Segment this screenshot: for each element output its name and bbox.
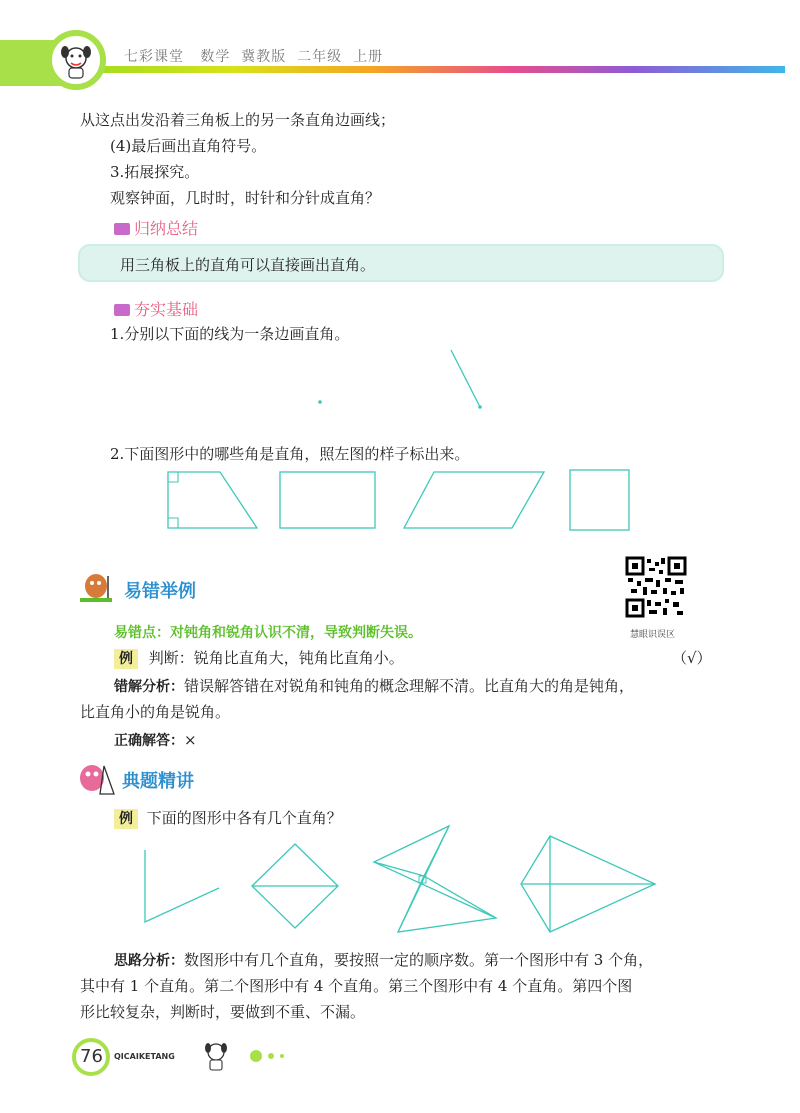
rectangle-shape (280, 472, 375, 528)
q1-slanted-line (451, 350, 480, 407)
header-edition: 冀教版 (241, 49, 287, 65)
header-subject: 数学 (200, 49, 231, 65)
parallelogram-shape (404, 472, 544, 528)
classic-example (114, 808, 342, 829)
correct-label: 正确解答： (114, 733, 184, 749)
summary-title: 归纳总结 (134, 219, 199, 238)
mistake-title: 易错举例 (124, 581, 196, 602)
mistake-example-text: 判断：锐角比直角大，钝角比直角小。 (148, 649, 404, 667)
right-angle-mark (168, 472, 178, 482)
q1-point (318, 400, 322, 404)
footer-mascot-icon (200, 1040, 236, 1074)
bowtie-cross-line (398, 826, 449, 932)
header-volume: 上册 (353, 49, 384, 65)
analysis-label: 错解分析： (114, 679, 184, 695)
mistake-point: 易错点：对钝角和锐角认识不清，导致判断失误。 (114, 625, 422, 641)
trapezoid-shape (168, 472, 257, 528)
basics-title: 夯实基础 (134, 300, 199, 319)
analysis-text: 数图形中有几个直角，要按照一定的顺序数。第一个图形中有 3 个角， (184, 951, 654, 969)
footer-brand: QICAIKETANG (114, 1052, 175, 1061)
bowtie-cross-line (374, 862, 496, 918)
footer-dot (268, 1053, 274, 1059)
mistake-analysis-line-1 (114, 676, 634, 697)
summary-text: 用三角板上的直角可以直接画出直角。 (120, 256, 376, 274)
square-shape (570, 470, 629, 530)
page-number: 76 (80, 1046, 103, 1067)
bowtie-lower-triangle (398, 876, 496, 932)
footer-dot (250, 1050, 262, 1062)
qr-code[interactable] (625, 556, 687, 618)
classic-title: 典题精讲 (122, 771, 194, 792)
analysis-text: 错误解答错在对锐角和钝角的概念理解不清。比直角大的角是钝角， (184, 677, 635, 695)
basics-question-2: 2.下面图形中的哪些角是直角，照左图的样子标出来。 (110, 445, 470, 463)
classic-analysis-line-3: 形比较复杂，判断时，要做到不重、不漏。 (80, 1003, 366, 1021)
basics-question-1: 1.分别以下面的线为一条边画直角。 (110, 325, 350, 343)
mistake-example-answer: （√） (672, 649, 712, 667)
q1-endpoint (478, 405, 482, 409)
qr-label: 慧眼识误区 (630, 630, 676, 640)
mascot-easy-mistake-icon (76, 570, 116, 606)
intro-line-2: (4)最后画出直角符号。 (110, 137, 267, 155)
right-angle-mark (168, 518, 178, 528)
bowtie-upper-triangle (374, 826, 449, 876)
classic-example-text: 下面的图形中各有几个直角？ (146, 809, 342, 827)
classic-analysis-line-1 (114, 950, 653, 971)
mistake-example (114, 648, 404, 669)
intro-line-3: 3.拓展探究。 (110, 163, 200, 181)
classic-analysis-line-2: 其中有 1 个直角。第二个图形中有 4 个直角。第三个图形中有 4 个直角。第四个图 (80, 977, 633, 995)
angle-figure (145, 850, 219, 922)
header-grade: 二年级 (297, 49, 343, 65)
example-tag: 例 (114, 809, 138, 829)
example-tag: 例 (114, 649, 138, 669)
analysis-label: 思路分析： (114, 953, 184, 969)
intro-line-4: 观察钟面，几时时，时针和分针成直角？ (110, 189, 381, 207)
intro-line-1: 从这点出发沿着三角板上的另一条直角边画线； (80, 111, 396, 129)
mistake-correct-answer (114, 730, 197, 751)
mascot-classic-icon (74, 762, 118, 798)
header-series: 七彩课堂 (124, 49, 184, 65)
mistake-analysis-line-2: 比直角小的角是锐角。 (80, 703, 231, 721)
footer-dot (280, 1054, 284, 1058)
correct-answer: × (184, 731, 197, 749)
